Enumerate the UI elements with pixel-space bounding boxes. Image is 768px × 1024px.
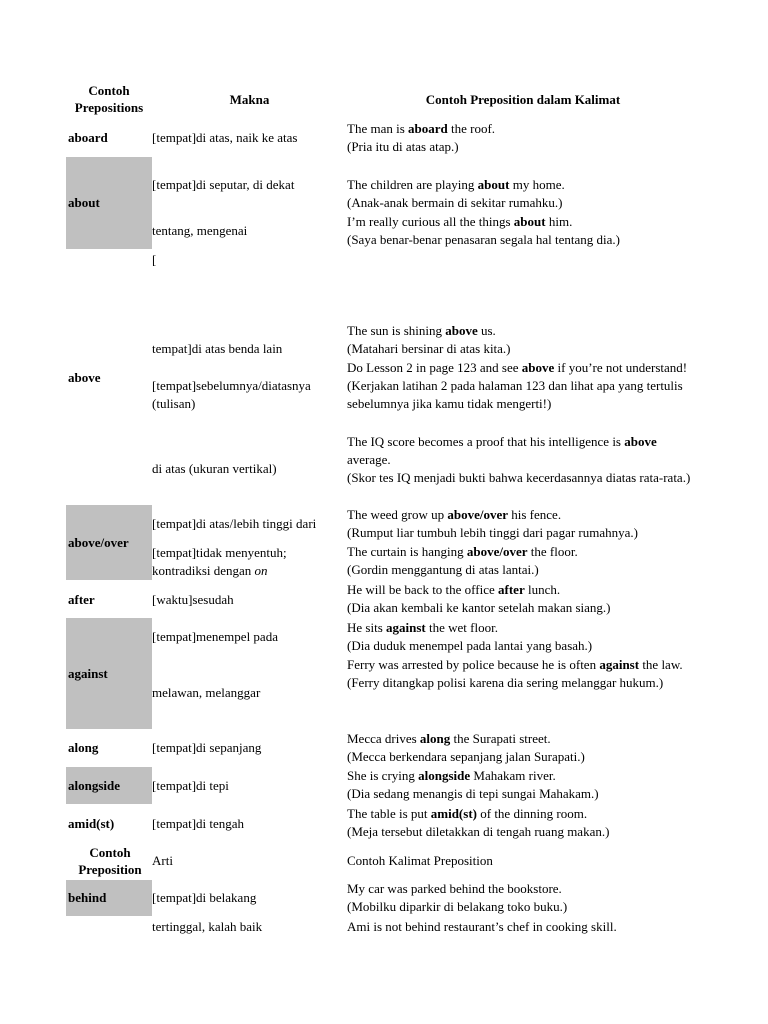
example-alongside: She is crying alongside Mahakam river. (Dia sedang menangis di tepi sungai Mahakam.) — [347, 768, 599, 801]
meaning-about-2: tentang, mengenai — [152, 223, 248, 238]
example-above-over-1: The weed grow up above/over his fence. (Rumput liar tumbuh lebih tinggi dari pagar rumahnya.) — [347, 507, 638, 540]
column-header-prepositions: Contoh Prepositions — [74, 83, 144, 115]
meaning-aboard: [tempat]di atas, naik ke atas — [152, 129, 298, 145]
example-against-1: He sits against the wet floor. (Dia duduk menempel pada lantai yang basah.) — [347, 620, 593, 653]
word-against: against — [66, 618, 152, 729]
column-header-examples: Contoh Preposition dalam Kalimat — [425, 92, 621, 107]
meaning-about-1: [tempat]di seputar, di dekat — [152, 177, 295, 192]
word-after: after — [68, 591, 95, 607]
example-above-2: Do Lesson 2 in page 123 and see above if you’re not understand! (Kerjakan latihan 2 pada halaman 123 dan lihat apa yang tertulis sebelumnya jika kamu tidak mengerti!) — [347, 360, 688, 411]
meaning-above-over-1: [tempat]di atas/lebih tinggi dari — [152, 516, 317, 531]
meaning-above-1: tempat]di atas benda lain — [152, 341, 283, 356]
word-behind: behind — [66, 880, 152, 916]
word-along: along — [68, 739, 99, 755]
second-header-preposition: Contoh Preposition — [78, 844, 142, 877]
second-header-arti: Arti — [152, 852, 173, 868]
column-header-makna: Makna — [229, 92, 270, 107]
example-about-1: The children are playing about my home. (Anak-anak bermain di sekitar rumahku.) — [347, 177, 565, 210]
example-behind-1: My car was parked behind the bookstore. (Mobilku diparkir di belakang toko buku.) — [347, 881, 568, 914]
meaning-after: [waktu]sesudah — [152, 591, 234, 607]
meaning-along: [tempat]di sepanjang — [152, 739, 262, 755]
meaning-above-2: [tempat]sebelumnya/diatasnya (tulisan) — [152, 378, 311, 411]
word-alongside: alongside — [66, 767, 152, 804]
word-about: about — [66, 157, 152, 249]
meaning-against-2: melawan, melanggar — [152, 685, 261, 700]
example-about-2: I’m really curious all the things about him. (Saya benar-benar penasaran segala hal tentang dia.) — [347, 214, 620, 247]
word-above: above — [68, 369, 101, 385]
meaning-against-1: [tempat]menempel pada — [152, 629, 278, 644]
word-above-over: above/over — [66, 505, 152, 580]
word-aboard: aboard — [68, 129, 108, 145]
example-above-over-2: The curtain is hanging above/over the floor. (Gordin menggantung di atas lantai.) — [347, 544, 578, 577]
word-amidst: amid(st) — [68, 815, 115, 831]
meaning-above-over-2: [tempat]tidak menyentuh; kontradiksi dengan on — [152, 545, 287, 578]
meaning-behind-2: tertinggal, kalah baik — [152, 919, 263, 934]
meaning-amidst: [tempat]di tengah — [152, 815, 245, 831]
example-aboard: The man is aboard the roof. (Pria itu di atas atap.) — [347, 121, 496, 154]
meaning-behind-1: [tempat]di belakang — [152, 890, 257, 905]
example-above-3: The IQ score becomes a proof that his intelligence is above average. (Skor tes IQ menjadi bukti bahwa kecerdasannya diatas rata-rata.) — [347, 434, 691, 485]
example-after: He will be back to the office after lunch. (Dia akan kembali ke kantor setelah makan siang.) — [347, 582, 611, 615]
example-behind-2: Ami is not behind restaurant’s chef in cooking skill. — [347, 919, 617, 934]
second-header-kalimat: Contoh Kalimat Preposition — [347, 852, 493, 868]
example-amidst: The table is put amid(st) of the dinning room. (Meja tersebut diletakkan di tengah ruang makan.) — [347, 806, 610, 839]
example-along: Mecca drives along the Surapati street. (Mecca berkendara sepanjang jalan Surapati.) — [347, 731, 585, 764]
meaning-above-3: di atas (ukuran vertikal) — [152, 461, 277, 476]
stray-bracket: [ — [152, 252, 157, 267]
example-above-1: The sun is shining above us. (Matahari bersinar di atas kita.) — [347, 323, 511, 356]
example-against-2: Ferry was arrested by police because he is often against the law. (Ferry ditangkap polisi karena dia sering melanggar hukum.) — [347, 657, 683, 690]
meaning-alongside: [tempat]di tepi — [152, 777, 229, 793]
